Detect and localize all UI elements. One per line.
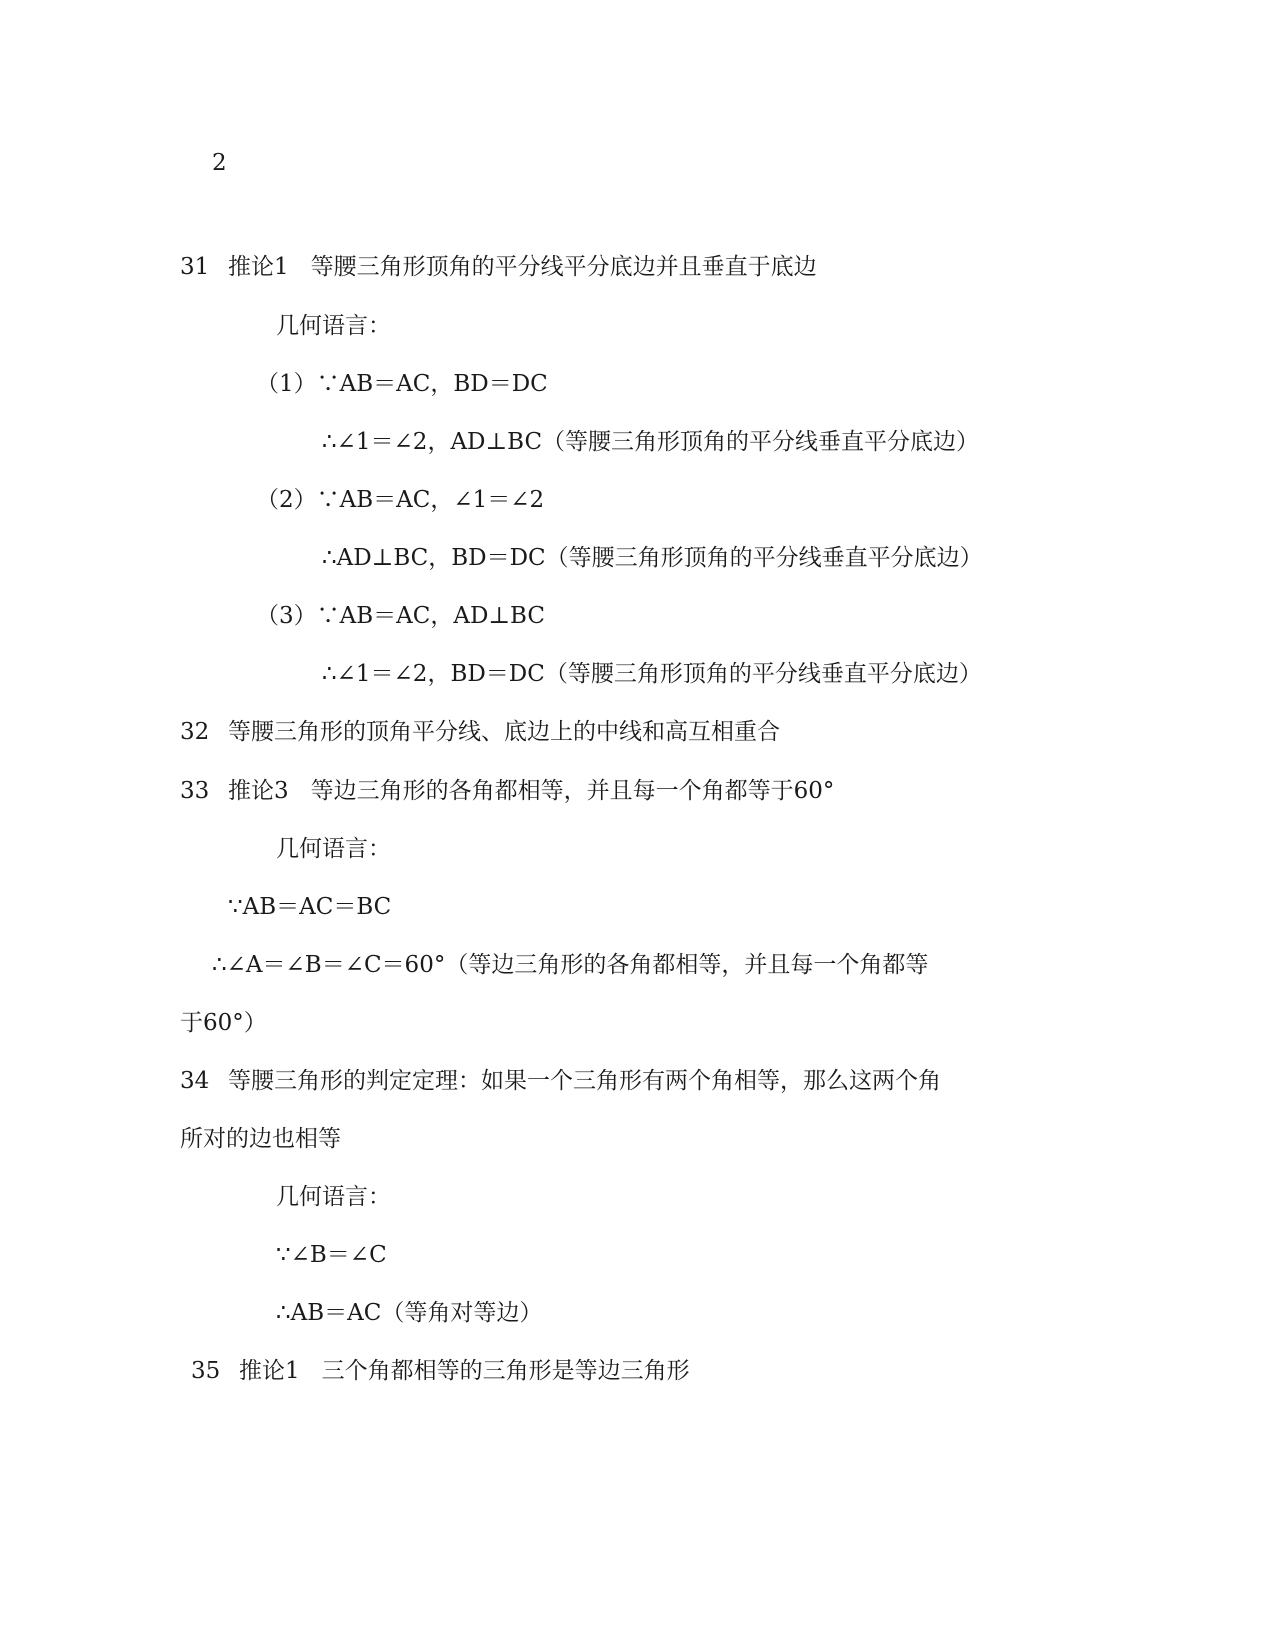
item-text: 等边三角形的各角都相等，并且每一个角都等于60° <box>310 778 835 804</box>
item-34-given: ∵∠B＝∠C <box>276 1242 387 1268</box>
item-34-cont: 所对的边也相等 <box>180 1126 341 1152</box>
item-number: 35 <box>191 1358 221 1384</box>
item-33-given: ∵AB＝AC＝BC <box>228 894 392 920</box>
item-text: 等腰三角形的判定定理：如果一个三角形有两个角相等，那么这两个角 <box>228 1068 941 1094</box>
item-number: 31 <box>180 254 210 280</box>
geometry-language-label: 几何语言： <box>276 313 391 339</box>
item-number: 33 <box>180 778 210 804</box>
geometry-language-label: 几何语言： <box>276 836 391 862</box>
item-number: 32 <box>180 719 210 745</box>
item-text: 等腰三角形顶角的平分线平分底边并且垂直于底边 <box>310 254 817 280</box>
case-3-conclusion: ∴∠1＝∠2，BD＝DC（等腰三角形顶角的平分线垂直平分底边） <box>322 661 982 687</box>
case-3-given: （3）∵AB＝AC，AD⊥BC <box>256 603 545 629</box>
item-number: 34 <box>180 1068 210 1094</box>
item-34 <box>180 1066 941 1096</box>
item-35 <box>191 1356 690 1386</box>
item-34-conclusion: ∴AB＝AC（等角对等边） <box>276 1300 543 1326</box>
case-2-conclusion: ∴AD⊥BC，BD＝DC（等腰三角形顶角的平分线垂直平分底边） <box>322 545 983 571</box>
geometry-language-label: 几何语言： <box>276 1184 391 1210</box>
item-tag: 推论1 <box>228 254 289 280</box>
item-31 <box>180 252 817 282</box>
item-33-conclusion: ∴∠A＝∠B＝∠C＝60°（等边三角形的各角都相等，并且每一个角都等 <box>212 952 929 978</box>
item-33-conclusion-cont: 于60°） <box>180 1010 267 1036</box>
item-tag: 推论1 <box>239 1358 300 1384</box>
item-tag: 推论3 <box>228 778 289 804</box>
item-32 <box>180 717 780 747</box>
item-text: 等腰三角形的顶角平分线、底边上的中线和高互相重合 <box>228 719 780 745</box>
item-33 <box>180 776 834 806</box>
page-number: 2 <box>212 150 227 176</box>
case-2-given: （2）∵AB＝AC，∠1＝∠2 <box>256 487 545 513</box>
case-1-conclusion: ∴∠1＝∠2，AD⊥BC（等腰三角形顶角的平分线垂直平分底边） <box>322 429 980 455</box>
item-text: 三个角都相等的三角形是等边三角形 <box>321 1358 690 1384</box>
case-1-given: （1）∵AB＝AC，BD＝DC <box>256 371 548 397</box>
